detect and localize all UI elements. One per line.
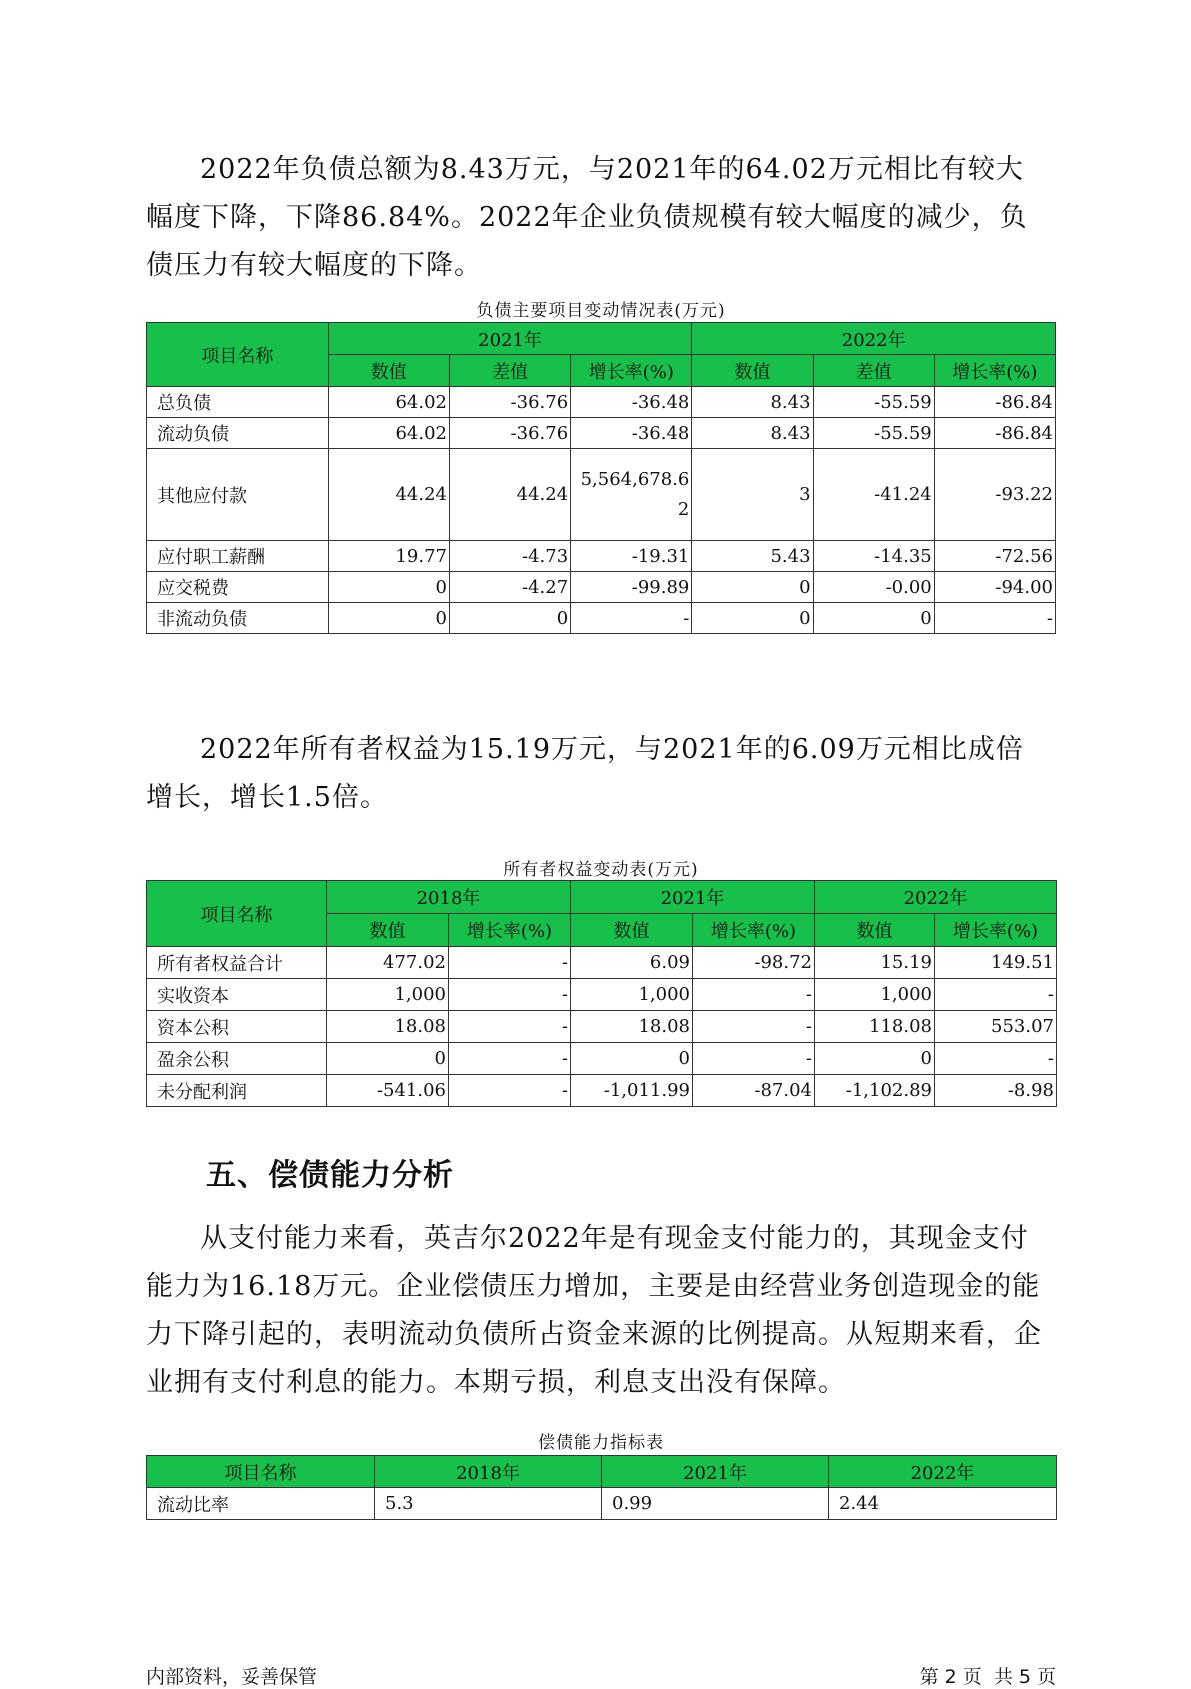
cell: 5.3	[375, 1488, 602, 1520]
cell: 18.08	[571, 1011, 693, 1043]
row-label: 其他应付款	[147, 449, 329, 541]
cell: -94.00	[934, 572, 1055, 603]
header-year-2021: 2021年	[571, 881, 815, 914]
cell: 0	[328, 572, 449, 603]
cell: 0	[327, 1043, 449, 1075]
cell: -36.48	[571, 418, 692, 449]
row-label: 应交税费	[147, 572, 329, 603]
cell: -	[934, 603, 1055, 634]
cell: -	[449, 1075, 571, 1107]
cell: 64.02	[328, 387, 449, 418]
cell: 477.02	[327, 947, 449, 979]
cell: -55.59	[813, 418, 934, 449]
cell: -86.84	[934, 418, 1055, 449]
cell: -	[449, 947, 571, 979]
row-label: 实收资本	[147, 979, 327, 1011]
table-row	[147, 572, 1056, 603]
cell: 19.77	[328, 541, 449, 572]
header-year-2021: 2021年	[602, 1456, 829, 1488]
cell: -93.22	[934, 449, 1055, 541]
cell: 0	[692, 603, 813, 634]
cell: 149.51	[935, 947, 1057, 979]
header-growth: 增长率(%)	[693, 914, 815, 947]
cell: 15.19	[815, 947, 935, 979]
cell: -14.35	[813, 541, 934, 572]
row-label: 应付职工薪酬	[147, 541, 329, 572]
table-row	[147, 1488, 1057, 1520]
cell: -	[935, 1043, 1057, 1075]
cell: -19.31	[571, 541, 692, 572]
header-growth: 增长率(%)	[449, 914, 571, 947]
header-year-2021: 2021年	[328, 323, 692, 355]
cell: -	[693, 1011, 815, 1043]
cell: 1,000	[815, 979, 935, 1011]
cell: -41.24	[813, 449, 934, 541]
cell: -541.06	[327, 1075, 449, 1107]
cell: -	[449, 1043, 571, 1075]
cell: -36.48	[571, 387, 692, 418]
cell: 8.43	[692, 387, 813, 418]
table-row	[147, 541, 1056, 572]
header-year-2022: 2022年	[692, 323, 1056, 355]
solvency-table-caption: 偿债能力指标表	[538, 1433, 664, 1453]
row-label: 流动比率	[147, 1488, 375, 1520]
row-label: 盈余公积	[147, 1043, 327, 1075]
cell: -36.76	[449, 387, 570, 418]
header-item-name: 项目名称	[147, 323, 329, 387]
cell: 2.44	[829, 1488, 1057, 1520]
cell: -1,102.89	[815, 1075, 935, 1107]
equity-table-caption: 所有者权益变动表(万元)	[503, 860, 699, 880]
row-label: 总负债	[147, 387, 329, 418]
cell: 44.24	[449, 449, 570, 541]
table-row	[147, 1075, 1057, 1107]
header-growth: 增长率(%)	[935, 914, 1057, 947]
row-label: 所有者权益合计	[147, 947, 327, 979]
paragraph-solvency: 从支付能力来看，英吉尔2022年是有现金支付能力的，其现金支付能力为16.18万元。企业偿债压力增加，主要是由经营业务创造现金的能力下降引起的，表明流动负债所占资金来源的比例提高。从短期来看，企业拥有支付利息的能力。本期亏损，利息支出没有保障。	[146, 1223, 1042, 1398]
cell: 0	[813, 603, 934, 634]
cell: 118.08	[815, 1011, 935, 1043]
header-year-2018: 2018年	[327, 881, 571, 914]
row-label: 非流动负债	[147, 603, 329, 634]
equity-table	[146, 880, 1057, 1107]
cell: -4.73	[449, 541, 570, 572]
cell: 5,564,678.62	[571, 449, 692, 541]
cell: -86.84	[934, 387, 1055, 418]
cell: 0	[328, 603, 449, 634]
row-label: 未分配利润	[147, 1075, 327, 1107]
cell: 0	[449, 603, 570, 634]
header-growth: 增长率(%)	[571, 355, 692, 387]
solvency-table	[146, 1455, 1057, 1520]
liability-table-caption: 负债主要项目变动情况表(万元)	[476, 301, 726, 321]
header-year-2022: 2022年	[815, 881, 1057, 914]
cell: 0	[692, 572, 813, 603]
cell: 553.07	[935, 1011, 1057, 1043]
cell: -	[693, 979, 815, 1011]
cell: 5.43	[692, 541, 813, 572]
table-row	[147, 979, 1057, 1011]
liability-table	[146, 322, 1056, 634]
section-heading: 五、偿债能力分析	[206, 1158, 454, 1193]
cell: 44.24	[328, 449, 449, 541]
cell: -	[449, 1011, 571, 1043]
cell: 6.09	[571, 947, 693, 979]
cell: 0.99	[602, 1488, 829, 1520]
cell: 0	[571, 1043, 693, 1075]
cell: -	[449, 979, 571, 1011]
footer-confidential-note: 内部资料，妥善保管	[146, 1666, 318, 1688]
header-value: 数值	[327, 914, 449, 947]
cell: 8.43	[692, 418, 813, 449]
header-diff: 差值	[449, 355, 570, 387]
cell: -8.98	[935, 1075, 1057, 1107]
header-value: 数值	[571, 914, 693, 947]
cell: -36.76	[449, 418, 570, 449]
cell: 1,000	[571, 979, 693, 1011]
header-value: 数值	[328, 355, 449, 387]
cell: 18.08	[327, 1011, 449, 1043]
paragraph-liabilities: 2022年负债总额为8.43万元，与2021年的64.02万元相比有较大幅度下降，下降86.84%。2022年企业负债规模有较大幅度的减少，负债压力有较大幅度的下降。	[146, 154, 1028, 281]
cell: 1,000	[327, 979, 449, 1011]
header-value: 数值	[815, 914, 935, 947]
footer-page-number: 第 2 页 共 5 页	[919, 1666, 1056, 1688]
table-row	[147, 603, 1056, 634]
cell: 0	[815, 1043, 935, 1075]
cell: -	[693, 1043, 815, 1075]
row-label: 流动负债	[147, 418, 329, 449]
header-diff: 差值	[813, 355, 934, 387]
table-row	[147, 1011, 1057, 1043]
header-year-2018: 2018年	[375, 1456, 602, 1488]
cell: -87.04	[693, 1075, 815, 1107]
cell: -	[935, 979, 1057, 1011]
paragraph-equity: 2022年所有者权益为15.19万元，与2021年的6.09万元相比成倍增长，增长1.5倍。	[146, 734, 1024, 813]
cell: -99.89	[571, 572, 692, 603]
cell: -72.56	[934, 541, 1055, 572]
table-row	[147, 947, 1057, 979]
table-row	[147, 449, 1056, 541]
table-row	[147, 387, 1056, 418]
header-item-name: 项目名称	[147, 1456, 375, 1488]
cell: -1,011.99	[571, 1075, 693, 1107]
header-year-2022: 2022年	[829, 1456, 1057, 1488]
header-value: 数值	[692, 355, 813, 387]
header-item-name: 项目名称	[147, 881, 327, 947]
cell: -	[571, 603, 692, 634]
table-row	[147, 1043, 1057, 1075]
cell: 64.02	[328, 418, 449, 449]
cell: -98.72	[693, 947, 815, 979]
cell: -4.27	[449, 572, 570, 603]
row-label: 资本公积	[147, 1011, 327, 1043]
cell: -0.00	[813, 572, 934, 603]
cell: 3	[692, 449, 813, 541]
header-growth: 增长率(%)	[934, 355, 1055, 387]
cell: -55.59	[813, 387, 934, 418]
table-row	[147, 418, 1056, 449]
